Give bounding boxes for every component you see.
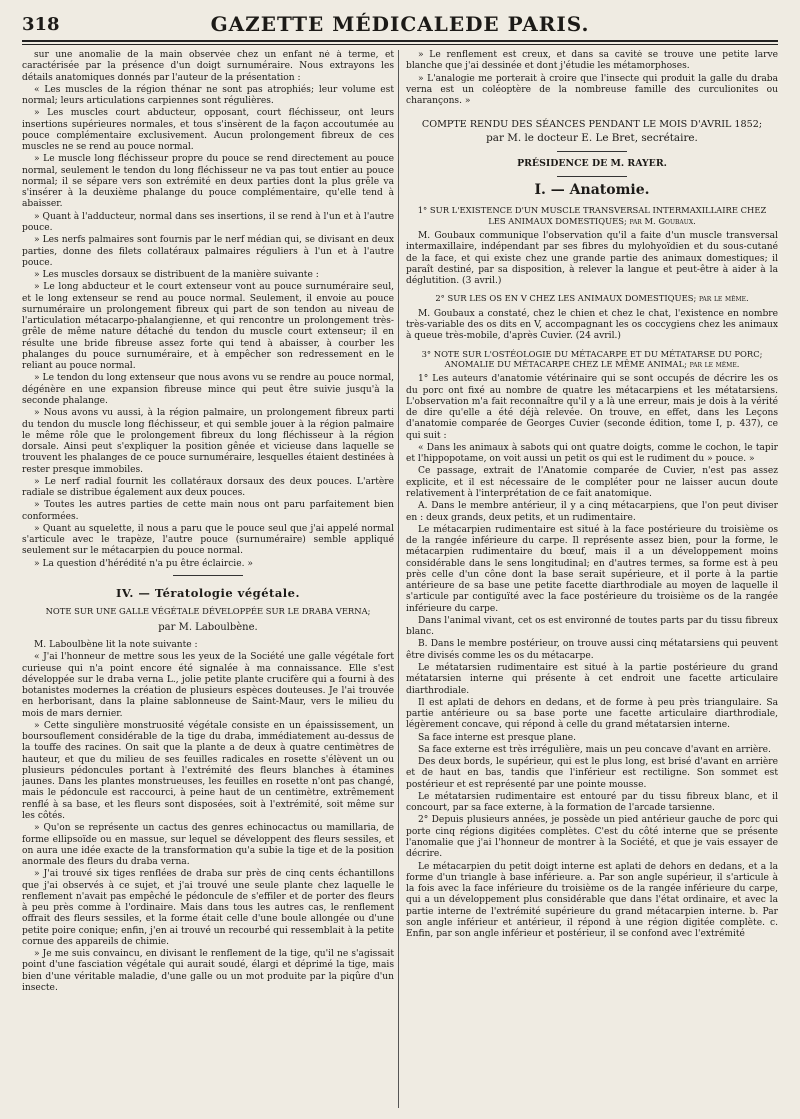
paragraph: sur une anomalie de la main observée chez un enfant né à terme, et caractérisée par la présence d'un doigt surnuméraire. Nous extrayons les détails anatomiques donnés par l'auteur de la présentation : (22, 50, 394, 83)
paragraph: » Quant à l'adducteur, normal dans ses insertions, il se rend à l'un et à l'autre pouce. (22, 211, 394, 233)
paragraph: » Toutes les autres parties de cette main nous ont paru parfaitement bien conformées. (22, 500, 394, 522)
paragraph: Le métatarsien rudimentaire est entouré par du tissu fibreux blanc, et il concourt, par sa face externe, à la formation de l'arcade tarsienne. (406, 791, 778, 814)
section-title-teratologie: IV. — Tératologie végétale. (116, 585, 300, 600)
note-author-laboulbene: par M. Laboulbène. (158, 621, 258, 633)
presidence-line: PRÉSIDENCE DE M. RAYER. (517, 158, 667, 170)
right-paragraphs-top (406, 50, 778, 107)
page-number: 318 (22, 14, 60, 35)
paragraph: Le métatarsien rudimentaire est situé à la partie postérieure du grand métatarsien interne qui présente à cet endroit une facette articulaire diarthrodiale. (406, 663, 778, 696)
paragraph: » Quant au squelette, il nous a paru que le pouce seul que j'ai appelé normal s'articule avec le trapèze, l'autre pouce (surnuméraire) semble appliqué seulement sur le métacarpien du pouce normal. (22, 523, 394, 557)
note2-paragraph: M. Goubaux a constaté, chez le chien et chez le chat, l'existence en nombre très-variable des os dits en V, accompagnant les os coccygiens chez les animaux à queue très-mobile, d'après Cuvier. (24 avril.) (406, 308, 778, 342)
paragraph: » Les nerfs palmaires sont fournis par le nerf médian qui, se divisant en deux parties, donne des filets collatéraux palmaires réguliers à l'un et à l'autre pouce. (22, 235, 394, 268)
right-column (406, 50, 778, 1108)
paragraph: » Le muscle long fléchisseur propre du pouce se rend directement au pouce normal, seulement le tendon du long fléchisseur ne va pas tout entier au pouce normal; il se sépare vers son extrémité en deux parties dont la plus grêle va s'insérer à la deuxième phalange du pouce complémentaire, qu'elle tend à abaisser. (22, 154, 394, 210)
note2-title: 2° SUR LES OS EN V CHEZ LES ANIMAUX DOMESTIQUES; par le même. (435, 293, 749, 304)
compte-rendu-author: par M. le docteur E. Le Bret, secrétaire. (486, 132, 698, 145)
paragraph: » Le nerf radial fournit les collatéraux dorsaux des deux pouces. L'artère radiale se distribue également aux deux pouces. (22, 476, 394, 499)
page-header (22, 10, 778, 38)
paragraph: Des deux bords, le supérieur, qui est le plus long, est brisé d'avant en arrière et de haut en bas, tandis que l'inférieur est rectiligne. Son sommet est postérieur et est représenté par une pointe mousse. (406, 757, 778, 790)
paragraph: » La question d'hérédité n'a pu être éclaircie. » (34, 558, 253, 569)
section-divider (173, 575, 243, 576)
paragraph: Dans l'animal vivant, cet os est environné de toutes parts par du tissu fibreux blanc. (406, 615, 778, 638)
section-title-anatomie: I. — Anatomie. (534, 181, 650, 198)
column-divider (398, 50, 399, 1108)
note3-paragraphs (406, 374, 778, 940)
paragraph: Sa face interne est presque plane. (418, 732, 577, 743)
paragraph: M. Laboulbène lit la note suivante : (34, 640, 198, 651)
paragraph: » Le renflement est creux, et dans sa cavité se trouve une petite larve blanche que j'ai dessinée et dont j'étudie les métamorphoses. (406, 50, 778, 72)
paragraph: « J'ai l'honneur de mettre sous les yeux de la Société une galle végétale fort curieuse qui n'a point encore été signalée à ma connaissance. Elle s'est développée sur le draba verna L., jolie petite plante crucifère qui a fourni à des botanistes modernes la création de plusieurs espèces douteuses. Je l'ai trouvée en herborisant, dans la plaine sablonneuse de Saint-Maur, vers le milieu du mois de mars dernier. (22, 652, 394, 719)
note3-title: 3° NOTE SUR L'OSTÉOLOGIE DU MÉTACARPE ET DU MÉTATARSE DU PORC; ANOMALIE DU MÉTACARPE CHEZ LE MÊME ANIMAL; par le même. (421, 348, 763, 369)
paragraph: Le métacarpien rudimentaire est situé à la face postérieure du troisième os de la rangée inférieure du carpe. Il représente assez bien, pour la forme, le métacarpien rudimentaire du bœuf, mais il a un développement moins considérable dans le sens longitudinal; en d'autres termes, sa forme est à peu près celle d'un cône dont la base serait supérieure, et il porte à la partie antérieure de sa base une petite facette diarthrodiale au moyen de laquelle il s'articule par contiguïté avec la face postérieure du troisième os de la rangée inférieure du carpe. (406, 524, 778, 614)
paragraph: 2° Depuis plusieurs années, je possède un pied antérieur gauche de porc qui porte cinq régions digitées complètes. C'est du côté interne que se présente l'anomalie que j'ai l'honneur de montrer à la Société, et que je vais essayer de décrire. (406, 815, 778, 860)
paragraph: » Je me suis convaincu, en divisant le renflement de la tige, qu'il ne s'agissait point d'une fasciation végétale qui aurait soudé, élargi et déprimé la tige, mais bien d'une véritable maladie, d'une galle ou un mot produite par la piqûre d'un insecte. (22, 949, 394, 993)
note1-title: 1° SUR L'EXISTENCE D'UN MUSCLE TRANSVERSAL INTERMAXILLAIRE CHEZ LES ANIMAUX DOMESTIQUES; par M. Goubaux. (417, 205, 767, 226)
header-rule-thin (22, 44, 778, 45)
section-divider (557, 176, 627, 177)
paragraph: Le métacarpien du petit doigt interne est aplati de dehors en dedans, et a la forme d'un triangle à base inférieure. a. Par son angle supérieur, il s'articule à la fois avec la face inférieure du troisième os de la rangée inférieure du carpe, qui a un développement plus considérable que dans l'état ordinaire, et avec la partie interne de l'extrémité supérieure du grand métacarpien interne. b. Par son angle inférieur et antérieur, il répond à une région digitée complète. c. Enfin, par son angle inférieur et postérieur, il se confond avec l'extrémité (406, 861, 778, 940)
paragraph: » Les muscles dorsaux se distribuent de la manière suivante : (34, 270, 319, 281)
paragraph: Ce passage, extrait de l'Anatomie comparée de Cuvier, n'est pas assez explicite, et il est nécessaire de le compléter pour ne laisser aucun doute relativement à l'interprétation de ce fait anatomique. (406, 466, 778, 500)
paragraph: » Les muscles court abducteur, opposant, court fléchisseur, ont leurs insertions supérieures normales, et tous s'insèrent de la façon accoutumée au pouce complémentaire exclusivement. Aucun prolongement fibreux de ces muscles ne se rend au pouce normal. (22, 108, 394, 153)
paragraph: A. Dans le membre antérieur, il y a cinq métacarpiens, que l'on peut diviser en : deux grands, deux petits, et un rudimentaire. (406, 501, 778, 523)
paragraph: » Cette singulière monstruosité végétale consiste en un épaississement, un boursouflement considérable de la tige du draba, immédiatement au-dessus de la touffe des racines. On sait que la plante a de deux à quatre centimètres de hauteur, et que du milieu de ses feuilles radicales en rosette s'élèvent un ou plusieurs pédoncules portant à l'extrémité des fleurs blanches à étamines jaunes. Dans les plantes monstrueuses, les feuilles en rosette n'ont pas changé, mais le pédoncule est raccourci, à peine haut de un centimètre, extrêmement renflé à sa base, et les fleurs sont disposées, soit à l'extrémité, soit même sur les côtés. (22, 720, 394, 821)
paragraph: » L'analogie me porterait à croire que l'insecte qui produit la galle du draba verna est un coléoptère de la nombreuse famille des curculionites ou charançons. » (406, 73, 778, 107)
header-rule (22, 40, 778, 42)
left-paragraphs-before (22, 50, 394, 570)
paragraph: 1° Les auteurs d'anatomie vétérinaire qui se sont occupés de décrire les os du porc ont fixé au nombre de quatre les métacarpiens et les métatarsiens. L'observation m'a fait reconnaître qu'il y a là une erreur, mais je dois à la vérité de dire qu'elle a été déjà relevée. On trouve, en effet, dans les Leçons d'anatomie comparée de Georges Cuvier (seconde édition, tome I, p. 437), ce qui suit : (406, 374, 778, 441)
paragraph: Il est aplati de dehors en dedans, et de forme à peu près triangulaire. Sa partie antérieure ou sa base porte une facette articulaire diarthrodiale, légèrement concave, qui répond à celle du grand métatarsien interne. (406, 697, 778, 731)
paragraph: » Le long abducteur et le court extenseur vont au pouce surnuméraire seul, et le long extenseur se rend au pouce normal. Seulement, il envoie au pouce surnuméraire un prolongement fibreux qui part de son tendon au niveau de l'articulation métacarpo-phalangienne, et qui rencontre un prolongement très-grêle de même nature détaché du tendon du muscle court extenseur; il en résulte une bride fibreuse assez forte qui tend à abaisser, à courber les phalanges du pouce surnuméraire, et à empêcher son redressement en le reliant au pouce normal. (22, 282, 394, 372)
paragraph: Sa face externe est très irrégulière, mais un peu concave d'avant en arrière. (418, 744, 771, 755)
note-title-galle: NOTE SUR UNE GALLE VÉGÉTALE DÉVELOPPÉE SUR LE DRABA VERNA; (45, 606, 371, 617)
paragraph: » Nous avons vu aussi, à la région palmaire, un prolongement fibreux parti du tendon du muscle long fléchisseur, et qui semble jouer à la région palmaire le même rôle que le prolongement fibreux du long fléchisseur à la région dorsale. Ainsi peut s'expliquer la position gênée et vicieuse dans laquelle se trouvent les phalanges de ce pouce surnuméraire, lesquelles étaient destinées à rester presque immobiles. (22, 408, 394, 475)
note1-paragraph: M. Goubaux communique l'observation qu'il a faite d'un muscle transversal intermaxillaire, indépendant par ses fibres du mylohyoïdien et du sous-cutané de la face, et qui existe chez une grande partie des animaux domestiques; il paraît destiné, par sa disposition, à relever la langue et peut-être à aider à la déglutition. (3 avril.) (406, 230, 778, 287)
paragraph: » Qu'on se représente un cactus des genres echinocactus ou mamillaria, de forme ellipsoïde ou en massue, sur lequel se développent des fleurs sessiles, et on aura une idée exacte de la transformation qu'a subie la tige et de la position anormale des fleurs du draba verna. (22, 823, 394, 868)
paragraph: » Le tendon du long extenseur que nous avons vu se rendre au pouce normal, dégénère en une expansion fibreuse mince qui peut être suivie jusqu'à la seconde phalange. (22, 373, 394, 406)
paragraph: « Les muscles de la région thénar ne sont pas atrophiés; leur volume est normal; leurs articulations carpiennes sont régulières. (22, 84, 394, 107)
compte-rendu-title: COMPTE RENDU DES SÉANCES PENDANT LE MOIS D'AVRIL 1852; (421, 119, 763, 131)
left-column (22, 50, 394, 1108)
section-divider (557, 151, 627, 152)
paragraph: » J'ai trouvé six tiges renflées de draba sur près de cinq cents échantillons que j'ai observés à ce sujet, et j'ai trouvé une seule plante chez laquelle le renflement n'avait pas empêché le pédoncule de s'effiler et de porter des fleurs à peu près comme à l'ordinaire. Mais dans tous les autres cas, le renflement offrait des fleurs sessiles, et la forme était celle d'une boule allongée ou d'une petite poire conique; enfin, j'en ai trouvé un recourbé qui ressemblait à la petite cornue des appareils de chimie. (22, 869, 394, 947)
paragraph: « Dans les animaux à sabots qui ont quatre doigts, comme le cochon, le tapir et l'hippopotame, on voit aussi un petit os qui est le rudiment du » pouce. » (406, 442, 778, 465)
journal-title: GAZETTE MÉDICALEDE PARIS. (210, 12, 590, 36)
left-paragraphs-after (22, 640, 394, 994)
paragraph: B. Dans le membre postérieur, on trouve aussi cinq métatarsiens qui peuvent être divisés comme les os du métacarpe. (406, 639, 778, 661)
